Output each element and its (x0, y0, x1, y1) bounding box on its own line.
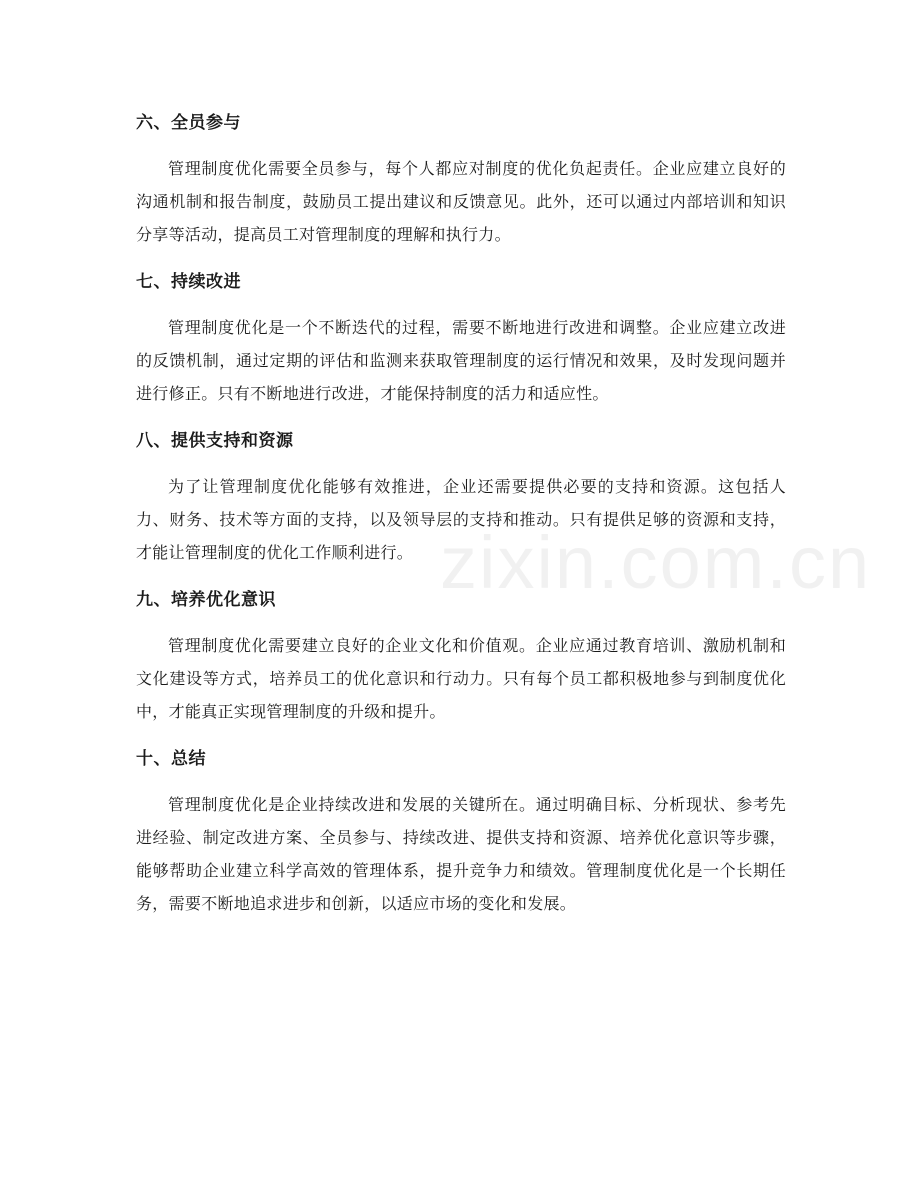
watermark: zixin.com.cn (440, 521, 872, 604)
section-support-resources (136, 424, 786, 569)
section-heading: 八、提供支持和资源 (136, 431, 294, 451)
section-paragraph: 管理制度优化是企业持续改进和发展的关键所在。通过明确目标、分析现状、参考先进经验、制定改进方案、全员参与、持续改进、提供支持和资源、培养优化意识等步骤，能够帮助企业建立科学高效的管理体系，提升竞争力和绩效。管理制度优化是一个长期任务，需要不断地追求进步和创新，以适应市场的变化和发展。 (136, 795, 786, 913)
section-heading: 七、持续改进 (136, 272, 241, 292)
section-paragraph: 管理制度优化是一个不断迭代的过程，需要不断地进行改进和调整。企业应建立改进的反馈机制，通过定期的评估和监测来获取管理制度的运行情况和效果，及时发现问题并进行修正。只有不断地进行改进，才能保持制度的活力和适应性。 (136, 318, 786, 403)
section-paragraph: 为了让管理制度优化能够有效推进，企业还需要提供必要的支持和资源。这包括人力、财务、技术等方面的支持，以及领导层的支持和推动。只有提供足够的资源和支持，才能让管理制度的优化工作顺利进行。 (136, 477, 786, 562)
section-continuous-improvement (136, 265, 786, 410)
section-participation (136, 106, 786, 251)
section-heading: 十、总结 (136, 749, 206, 769)
section-paragraph: 管理制度优化需要建立良好的企业文化和价值观。企业应通过教育培训、激励机制和文化建设等方式，培养员工的优化意识和行动力。只有每个员工都积极地参与到制度优化中，才能真正实现管理制度的升级和提升。 (136, 636, 786, 721)
section-heading: 六、全员参与 (136, 113, 241, 133)
section-summary (136, 742, 786, 920)
section-paragraph: 管理制度优化需要全员参与，每个人都应对制度的优化负起责任。企业应建立良好的沟通机制和报告制度，鼓励员工提出建议和反馈意见。此外，还可以通过内部培训和知识分享等活动，提高员工对管理制度的理解和执行力。 (136, 159, 786, 244)
section-heading: 九、培养优化意识 (136, 590, 276, 610)
section-optimization-awareness (136, 583, 786, 728)
document-content (136, 106, 786, 934)
